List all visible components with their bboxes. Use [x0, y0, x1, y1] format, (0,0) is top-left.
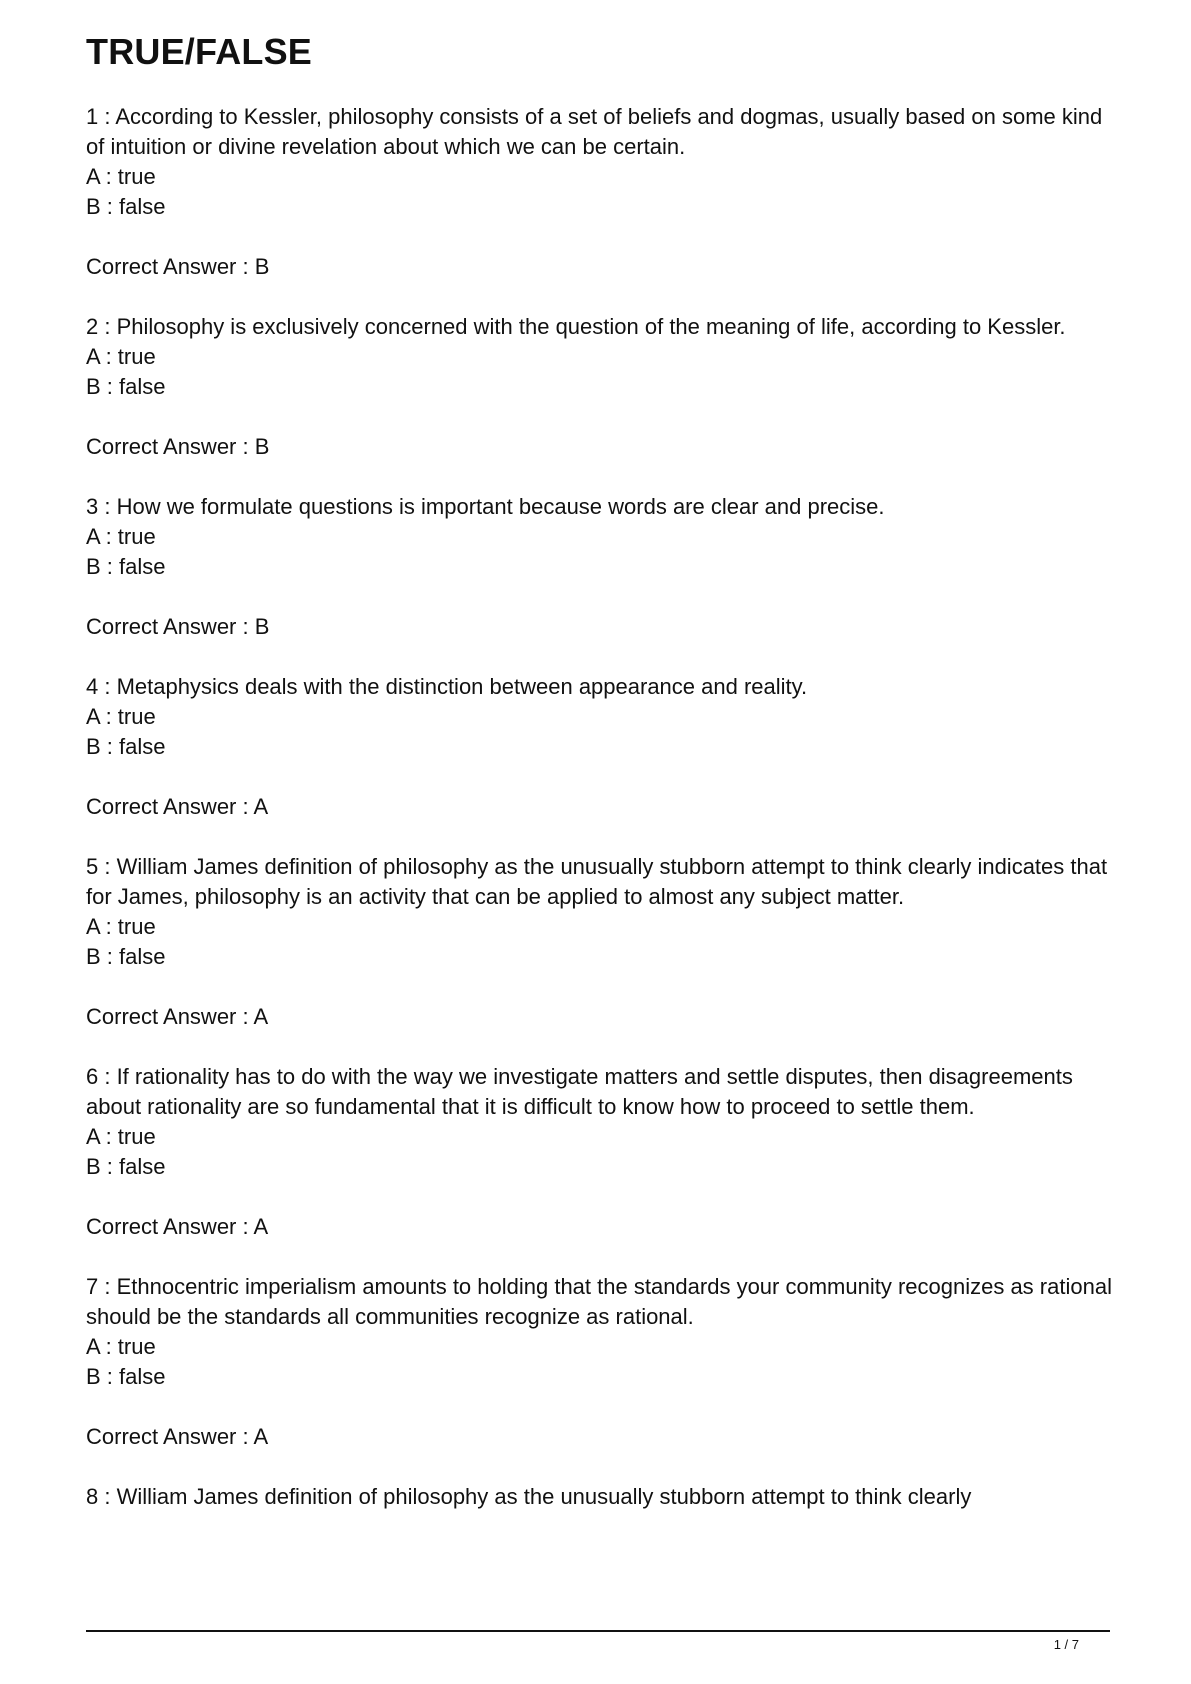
question-item [86, 492, 1116, 642]
option-a: A : true [86, 524, 156, 549]
footer-divider [86, 1630, 1110, 1632]
option-a: A : true [86, 1124, 156, 1149]
correct-answer: Correct Answer : B [86, 614, 270, 639]
question-item [86, 1272, 1116, 1452]
question-item [86, 102, 1116, 282]
question-item [86, 1062, 1116, 1242]
option-b: B : false [86, 554, 166, 579]
question-text: 8 : William James definition of philosophy as the unusually stubborn attempt to think clearly [86, 1484, 972, 1509]
correct-answer: Correct Answer : A [86, 794, 269, 819]
page-title: TRUE/FALSE [86, 31, 313, 72]
correct-answer: Correct Answer : A [86, 1424, 269, 1449]
option-b: B : false [86, 1154, 166, 1179]
option-a: A : true [86, 1334, 156, 1359]
question-text: 1 : According to Kessler, philosophy consists of a set of beliefs and dogmas, usually based on some kind of intuition or divine revelation about which we can be certain. [86, 104, 1103, 159]
option-a: A : true [86, 344, 156, 369]
option-a: A : true [86, 704, 156, 729]
correct-answer: Correct Answer : A [86, 1004, 269, 1029]
option-b: B : false [86, 944, 166, 969]
question-text: 2 : Philosophy is exclusively concerned with the question of the meaning of life, according to Kessler. [86, 314, 1066, 339]
option-b: B : false [86, 734, 166, 759]
question-item-partial [86, 1482, 1116, 1512]
option-a: A : true [86, 164, 156, 189]
question-text: 4 : Metaphysics deals with the distinction between appearance and reality. [86, 674, 808, 699]
question-text: 6 : If rationality has to do with the way we investigate matters and settle disputes, then disagreements about rationality are so fundamental that it is difficult to know how to proceed to settle them. [86, 1064, 1073, 1119]
page-number: 1 / 7 [1053, 1637, 1079, 1652]
question-text: 5 : William James definition of philosophy as the unusually stubborn attempt to think clearly indicates that for James, philosophy is an activity that can be applied to almost any subject matter. [86, 854, 1108, 909]
question-item [86, 672, 1116, 822]
question-list [86, 102, 1116, 1542]
option-b: B : false [86, 1364, 166, 1389]
question-text: 3 : How we formulate questions is important because words are clear and precise. [86, 494, 885, 519]
question-text: 7 : Ethnocentric imperialism amounts to holding that the standards your community recognizes as rational should be the standards all communities recognize as rational. [86, 1274, 1112, 1329]
correct-answer: Correct Answer : A [86, 1214, 269, 1239]
correct-answer: Correct Answer : B [86, 254, 270, 279]
correct-answer: Correct Answer : B [86, 434, 270, 459]
option-b: B : false [86, 374, 166, 399]
option-b: B : false [86, 194, 166, 219]
question-item [86, 312, 1116, 462]
option-a: A : true [86, 914, 156, 939]
question-item [86, 852, 1116, 1032]
